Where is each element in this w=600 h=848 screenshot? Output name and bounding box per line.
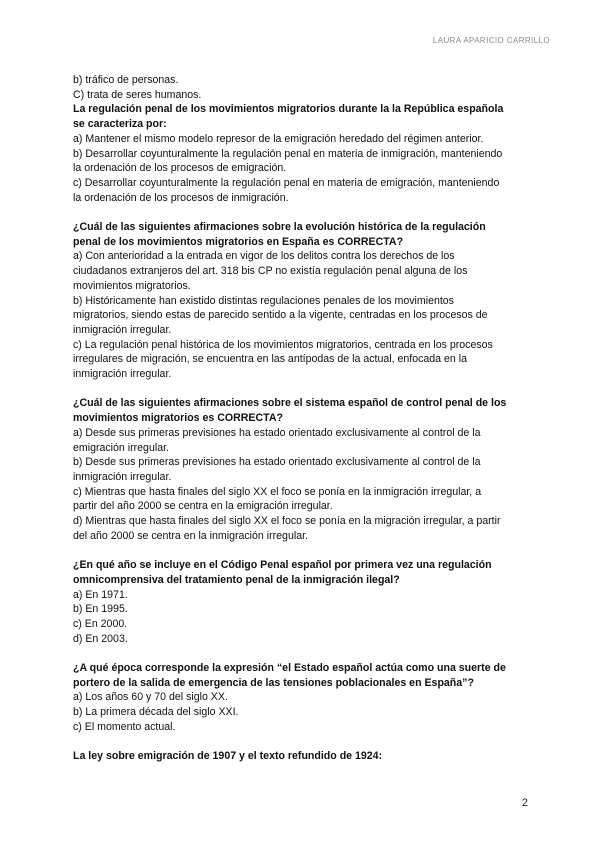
answer-option: c) La regulación penal histórica de los movimientos migratorios, centrada en los procesos <box>73 338 493 351</box>
answer-option: C) trata de seres humanos. <box>73 88 202 101</box>
answer-option: b) Desde sus primeras previsiones ha estado orientado exclusivamente al control de la <box>73 456 481 469</box>
question-text: ¿En qué año se incluye en el Código Penal español por primera vez una regulación <box>73 559 492 572</box>
question-text: ¿A qué época corresponde la expresión “el Estado español actúa como una suerte de <box>73 662 506 675</box>
question-text: portero de la salida de emergencia de las tensiones poblacionales en España”? <box>73 676 474 689</box>
answer-option: emigración irregular. <box>73 441 169 454</box>
answer-option: b) La primera década del siglo XXI. <box>73 706 239 719</box>
question-text: La regulación penal de los movimientos migratorios durante la la República española <box>73 103 504 116</box>
question-block <box>73 558 529 646</box>
question-text: La ley sobre emigración de 1907 y el texto refundido de 1924: <box>73 750 383 763</box>
page-number: 2 <box>521 797 528 809</box>
answer-option: movimientos migratorios. <box>73 279 191 292</box>
answer-option: d) Mientras que hasta finales del siglo XX el foco se ponía en la migración irregular, a partir <box>73 515 501 528</box>
answer-option: la ordenación de los procesos de emigración. <box>73 162 287 175</box>
question-text: movimientos migratorios es CORRECTA? <box>73 412 283 425</box>
answer-option: a) Los años 60 y 70 del siglo XX. <box>73 691 228 704</box>
answer-option: b) tráfico de personas. <box>73 74 179 86</box>
answer-option: del año 2000 se centra en la inmigración irregular. <box>73 529 308 542</box>
question-block <box>73 396 529 543</box>
answer-option: inmigración irregular. <box>73 323 172 336</box>
answer-option: b) Históricamente han existido distintas regulaciones penales de los movimientos <box>73 294 454 307</box>
answer-option: partir del año 2000 se centra en la emigración irregular. <box>73 500 333 513</box>
answer-option: c) En 2000. <box>73 617 128 630</box>
answer-option: a) Desde sus primeras previsiones ha estado orientado exclusivamente al control de la <box>73 426 481 439</box>
question-block <box>73 749 529 764</box>
question-text: penal de los movimientos migratorios en España es CORRECTA? <box>73 235 404 248</box>
question-text: se caracteriza por: <box>73 118 167 131</box>
answer-option: inmigración irregular. <box>73 470 172 483</box>
question-text: ¿Cuál de las siguientes afirmaciones sobre el sistema español de control penal de los <box>73 397 507 410</box>
answer-option: c) Mientras que hasta finales del siglo XX el foco se ponía en la inmigración irregular, a <box>73 485 482 498</box>
answer-option: a) Con anterioridad a la entrada en vigor de los delitos contra los derechos de los <box>73 250 455 263</box>
answer-option: a) En 1971. <box>73 588 128 601</box>
question-block <box>73 220 529 382</box>
answer-option: c) El momento actual. <box>73 720 176 733</box>
answer-option: c) Desarrollar coyunturalmente la regulación penal en materia de emigración, manteniendo <box>73 176 500 189</box>
answer-option: migratorios, siendo estas de parecido sentido a la vigente, centradas en los procesos de <box>73 309 488 322</box>
question-text: omnicomprensiva del tratamiento penal de la inmigración ilegal? <box>73 573 400 586</box>
answer-option: b) Desarrollar coyunturalmente la regulación penal en materia de inmigración, manteniendo <box>73 147 503 160</box>
answer-option: la ordenación de los procesos de inmigración. <box>73 191 289 204</box>
answer-option: d) En 2003. <box>73 632 128 645</box>
question-block <box>73 73 529 205</box>
question-text: ¿Cuál de las siguientes afirmaciones sobre la evolución histórica de la regulación <box>73 221 486 234</box>
answer-option: inmigración irregular. <box>73 368 172 381</box>
page-header-author: LAURA APARICIO CARRILLO <box>432 36 550 45</box>
document-body <box>73 73 529 779</box>
answer-option: b) En 1995. <box>73 603 128 616</box>
answer-option: a) Mantener el mismo modelo represor de la emigración heredado del régimen anterior. <box>73 132 484 145</box>
answer-option: ciudadanos extranjeros del art. 318 bis CP no existía regulación penal alguna de los <box>73 265 468 278</box>
question-block <box>73 661 529 735</box>
answer-option: irregulares de migración, se encuentra en las antípodas de la actual, enfocada en la <box>73 353 467 366</box>
